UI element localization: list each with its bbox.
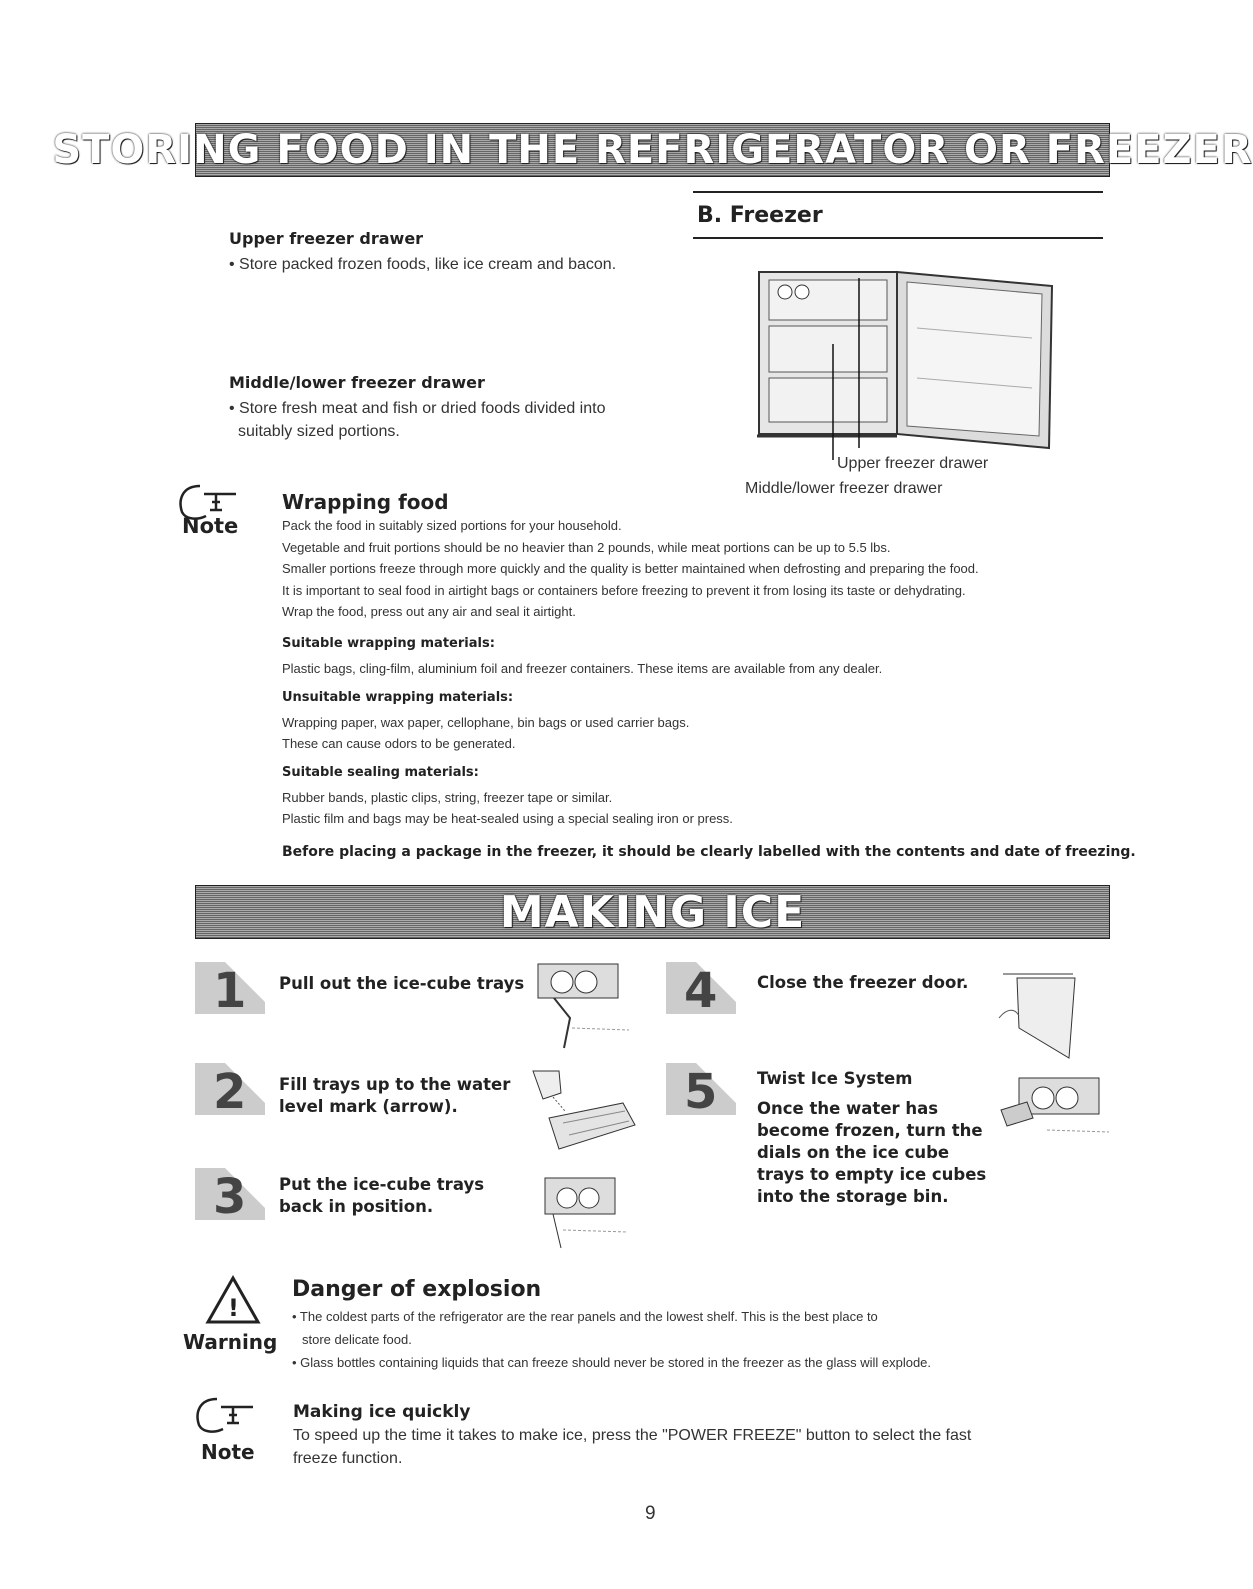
middle-drawer-text-1: • Store fresh meat and fish or dried foods divided into [229,400,606,417]
upper-drawer-text: • Store packed frozen foods, like ice cream and bacon. [229,256,617,273]
step-2-line-2: level mark (arrow). [279,1097,458,1116]
step-5-text [757,1098,986,1208]
step-2-line-1: Fill trays up to the water [279,1075,511,1094]
suitable-wrapping-text: Plastic bags, cling-film, aluminium foil and freezer containers. These items are available from any dealer. [282,661,883,676]
hand-pointer-icon [189,1393,261,1435]
making-ice-quickly-title: Making ice quickly [293,1402,471,1422]
step-3-number: 3 [213,1169,247,1225]
freezer-illustration [757,268,1059,460]
wrapping-line: Pack the food in suitably sized portions for your household. [282,518,622,533]
wrapping-line: Wrap the food, press out any air and seal it airtight. [282,604,576,619]
step-5-line: into the storage bin. [757,1187,949,1206]
wrapping-food-lines [282,515,1132,623]
step-5-line: become frozen, turn the [757,1121,983,1140]
sealing-text-2: Plastic film and bags may be heat-sealed using a special sealing iron or press. [282,811,733,826]
wrapping-food-title: Wrapping food [282,490,449,514]
step-4-badge [666,962,736,1019]
section-banner-making-ice [195,885,1110,939]
step-3-badge [195,1168,265,1225]
unsuitable-wrapping-title: Unsuitable wrapping materials: [282,690,514,705]
step-5-title: Twist Ice System [757,1069,913,1088]
callout-middle-drawer: Middle/lower freezer drawer [745,480,943,497]
step-5-line: dials on the ice cube [757,1143,950,1162]
unsuitable-wrapping-text-2: These can cause odors to be generated. [282,736,516,751]
step-5-badge [666,1063,736,1120]
making-ice-quickly-line-1: To speed up the time it takes to make ice, press the "POWER FREEZE" button to select the fast [293,1427,972,1444]
danger-line-1b: store delicate food. [302,1332,412,1347]
tray-back-illustration [533,1172,633,1252]
labelling-instruction: Before placing a package in the freezer, it should be clearly labelled with the contents and date of freezing. [282,844,1136,860]
callout-upper-drawer: Upper freezer drawer [837,455,989,472]
middle-drawer-title: Middle/lower freezer drawer [229,373,485,392]
fill-tray-illustration [513,1063,638,1158]
ice-tray-pull-illustration [524,958,634,1053]
note-label: Note [182,514,239,538]
upper-drawer-title: Upper freezer drawer [229,229,424,248]
step-2-text [279,1074,510,1118]
step-2-badge [195,1063,265,1120]
note-label: Note [201,1440,255,1464]
freezer-heading: B. Freezer [697,203,823,228]
banner-title: STORING FOOD IN THE REFRIGERATOR OR FREEZER [52,127,1253,173]
danger-line-1: • The coldest parts of the refrigerator are the rear panels and the lowest shelf. This is the best place to [292,1309,878,1324]
step-1-badge [195,962,265,1019]
middle-drawer-text-2: suitably sized portions. [238,423,400,440]
svg-text:!: ! [228,1294,239,1322]
unsuitable-wrapping-text-1: Wrapping paper, wax paper, cellophane, bin bags or used carrier bags. [282,715,690,730]
step-1-number: 1 [213,963,247,1019]
banner-title: MAKING ICE [499,886,806,938]
step-4-number: 4 [684,963,718,1019]
section-banner-storing-food [52,123,1253,177]
step-3-text [279,1174,484,1218]
step-5-number: 5 [684,1064,718,1120]
warning-triangle-icon [205,1275,261,1325]
freezer-heading-rule-top [693,191,1103,193]
wrapping-line: Vegetable and fruit portions should be no heavier than 2 pounds, while meat portions can be up to 5.5 lbs. [282,539,891,555]
twist-tray-illustration [997,1070,1112,1160]
step-5-line: Once the water has [757,1099,939,1118]
suitable-wrapping-title: Suitable wrapping materials: [282,636,495,651]
sealing-text-1: Rubber bands, plastic clips, string, freezer tape or similar. [282,790,613,805]
step-1-text: Pull out the ice-cube trays [279,974,525,993]
step-3-line-2: back in position. [279,1197,434,1216]
wrapping-line: Smaller portions freeze through more quickly and the quality is better maintained when defrosting and preparing the food. [282,561,979,576]
step-4-text: Close the freezer door. [757,973,969,992]
sealing-title: Suitable sealing materials: [282,765,479,780]
making-ice-quickly-line-2: freeze function. [293,1450,403,1467]
danger-title: Danger of explosion [292,1277,542,1302]
step-3-line-1: Put the ice-cube trays [279,1175,485,1194]
freezer-heading-rule-bottom [693,237,1103,239]
page-number: 9 [645,1503,656,1524]
danger-line-2: • Glass bottles containing liquids that can freeze should never be stored in the freezer as the glass will explode. [292,1355,932,1370]
wrapping-line: It is important to seal food in airtight bags or containers before freezing to prevent it from losing its taste or dehydrating. [282,582,966,598]
step-2-number: 2 [213,1064,247,1120]
close-door-illustration [993,968,1083,1063]
warning-label: Warning [183,1330,278,1354]
step-5-line: trays to empty ice cubes [757,1165,987,1184]
